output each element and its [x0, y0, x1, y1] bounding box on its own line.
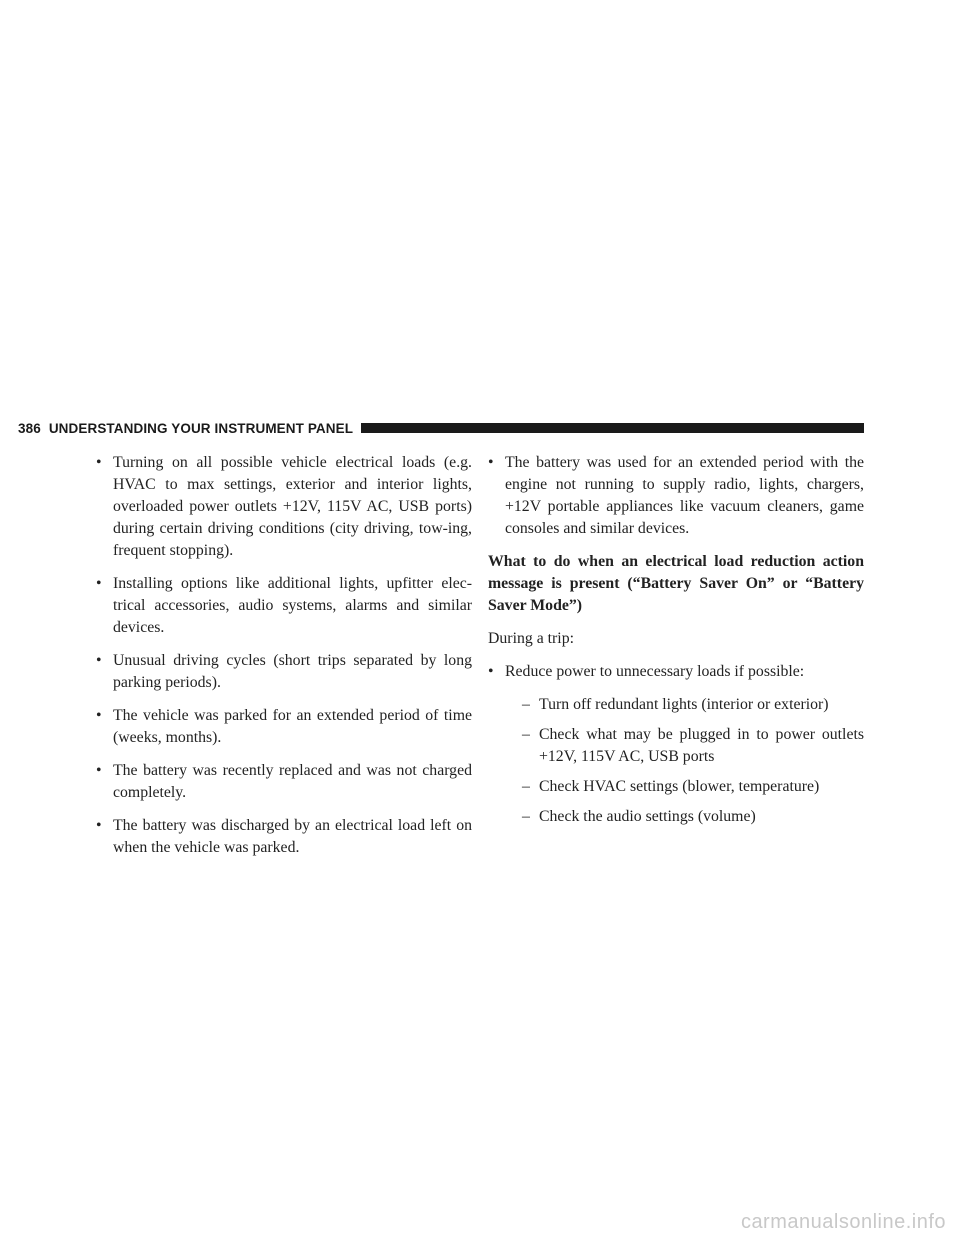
- list-item: [96, 573, 472, 639]
- list-item-text: The battery was used for an extended period with the engine not running to supply radio, lights, chargers, +12V portable appliances like vacuum cleaners, game consoles and similar devices.: [505, 454, 864, 537]
- bullet-mark: •: [96, 652, 102, 669]
- list-item: [488, 452, 864, 540]
- page-header: [18, 417, 864, 439]
- header-rule: [361, 423, 864, 433]
- list-item: [96, 705, 472, 749]
- sub-list-item: [488, 806, 864, 828]
- sub-list-item-text: Check what may be plugged in to power outlets +12V, 115V AC, USB ports: [539, 726, 864, 765]
- section-subheading: What to do when an electrical load reduction action message is present (“Battery Saver On” or “Battery Saver Mode”): [488, 553, 864, 614]
- list-item: [96, 650, 472, 694]
- site-watermark: carmanualsonline.info: [740, 1211, 946, 1233]
- sub-list-item: [488, 694, 864, 716]
- sub-list-item-text: Check HVAC settings (blower, temperature): [539, 778, 820, 795]
- trip-intro: During a trip:: [488, 630, 574, 647]
- bullet-mark: •: [488, 454, 494, 471]
- list-item-text: Installing options like additional lights, upfitter elec-trical accessories, audio systems, alarms and similar devices.: [113, 575, 472, 636]
- sub-list-item-text: Turn off redundant lights (interior or exterior): [539, 696, 829, 713]
- right-column: [488, 452, 864, 836]
- dash-mark: –: [522, 696, 530, 713]
- list-item-text: Turning on all possible vehicle electrical loads (e.g. HVAC to max settings, exterior and interior lights, overloaded power outlets +12V, 115V AC, USB ports) during certain driving conditions (city driving, tow-ing, frequent stopping).: [113, 454, 472, 559]
- sub-list-item-text: Check the audio settings (volume): [539, 808, 756, 825]
- list-item: [96, 760, 472, 804]
- page-number: 386: [18, 420, 41, 436]
- list-item-text: The battery was discharged by an electrical load left on when the vehicle was parked.: [113, 817, 472, 856]
- bullet-mark: •: [96, 817, 102, 834]
- sub-list-item: [488, 776, 864, 798]
- dash-mark: –: [522, 808, 530, 825]
- list-item-text: The vehicle was parked for an extended period of time (weeks, months).: [113, 707, 472, 746]
- list-item-text: The battery was recently replaced and was not charged completely.: [113, 762, 472, 801]
- list-item: [488, 661, 864, 683]
- bullet-mark: •: [488, 663, 494, 680]
- list-item: [96, 815, 472, 859]
- bullet-mark: •: [96, 575, 102, 592]
- left-column: [96, 452, 472, 870]
- bullet-mark: •: [96, 707, 102, 724]
- list-item: [96, 452, 472, 562]
- dash-mark: –: [522, 726, 530, 743]
- list-item-text: Unusual driving cycles (short trips separated by long parking periods).: [113, 652, 472, 691]
- section-title: UNDERSTANDING YOUR INSTRUMENT PANEL: [48, 420, 354, 436]
- sub-list-item: [488, 724, 864, 768]
- bullet-mark: •: [96, 454, 102, 471]
- bullet-mark: •: [96, 762, 102, 779]
- list-item-text: Reduce power to unnecessary loads if possible:: [505, 663, 805, 680]
- dash-mark: –: [522, 778, 530, 795]
